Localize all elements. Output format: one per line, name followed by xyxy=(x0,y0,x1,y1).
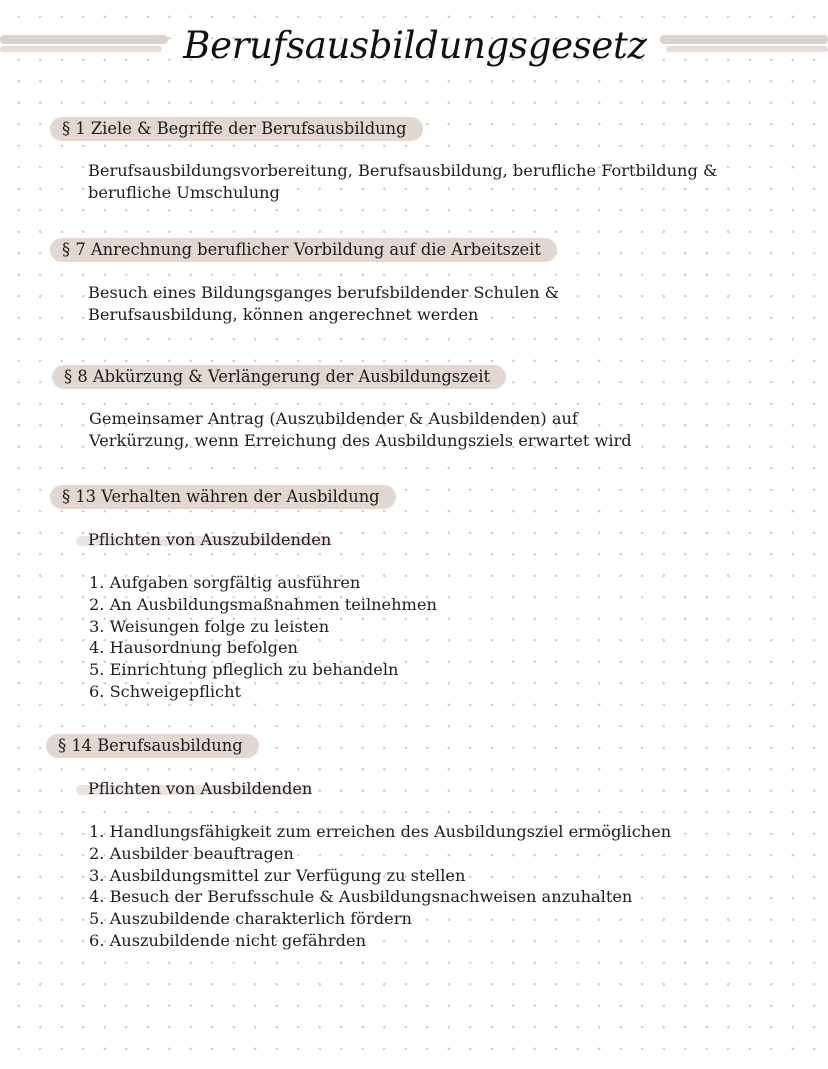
title-decoration-left-underline xyxy=(0,46,162,52)
section-text-1-line-2: berufliche Umschulung xyxy=(88,183,280,202)
title-banner xyxy=(0,18,828,74)
section-heading-14: § 14 Berufsausbildung xyxy=(46,734,259,758)
section-text-8-line-1: Gemeinsamer Antrag (Auszubildender & Ausbildenden) auf xyxy=(89,409,578,428)
page-title: Berufsausbildungsgesetz xyxy=(183,24,647,67)
section-subheading-14: Pflichten von Ausbildenden xyxy=(76,779,312,799)
list-item: 5. Auszubildende charakterlich fördern xyxy=(89,909,412,929)
list-item: 3. Weisungen folge zu leisten xyxy=(89,616,330,636)
section-heading-8: § 8 Abkürzung & Verlängerung der Ausbildungszeit xyxy=(52,365,506,389)
duties-list-trainers xyxy=(89,821,671,952)
section-text-1-line-1: Berufsausbildungsvorbereitung, Berufsausbildung, berufliche Fortbildung & xyxy=(88,161,718,180)
list-item: 6. Auszubildende nicht gefährden xyxy=(89,930,366,950)
section-heading-1: § 1 Ziele & Begriffe der Berufsausbildung xyxy=(50,117,423,141)
title-decoration-left xyxy=(0,35,168,44)
section-text-7-line-1: Besuch eines Bildungsganges berufsbildender Schulen & xyxy=(88,283,560,302)
list-item: 4. Besuch der Berufsschule & Ausbildungsnachweisen anzuhalten xyxy=(89,887,633,907)
section-subheading-13: Pflichten von Auszubildenden xyxy=(76,530,331,550)
duties-list-trainees xyxy=(89,572,437,703)
section-heading-13: § 13 Verhalten währen der Ausbildung xyxy=(50,485,396,509)
section-text-8-line-2: Verkürzung, wenn Erreichung des Ausbildungsziels erwartet wird xyxy=(89,431,632,450)
list-item: 6. Schweigepflicht xyxy=(89,681,242,701)
list-item: 2. An Ausbildungsmaßnahmen teilnehmen xyxy=(89,594,437,614)
list-item: 5. Einrichtung pfleglich zu behandeln xyxy=(89,660,399,680)
list-item: 2. Ausbilder beauftragen xyxy=(89,843,294,863)
list-item: 1. Handlungsfähigkeit zum erreichen des Ausbildungsziel ermöglichen xyxy=(89,822,672,841)
title-decoration-right-underline xyxy=(666,46,828,52)
list-item: 1. Aufgaben sorgfältig ausführen xyxy=(89,573,361,592)
section-heading-7: § 7 Anrechnung beruflicher Vorbildung auf die Arbeitszeit xyxy=(50,238,557,262)
list-item: 3. Ausbildungsmittel zur Verfügung zu stellen xyxy=(89,865,466,885)
title-decoration-right xyxy=(660,35,828,44)
list-item: 4. Hausordnung befolgen xyxy=(89,638,298,658)
section-text-7-line-2: Berufsausbildung, können angerechnet werden xyxy=(88,305,479,324)
